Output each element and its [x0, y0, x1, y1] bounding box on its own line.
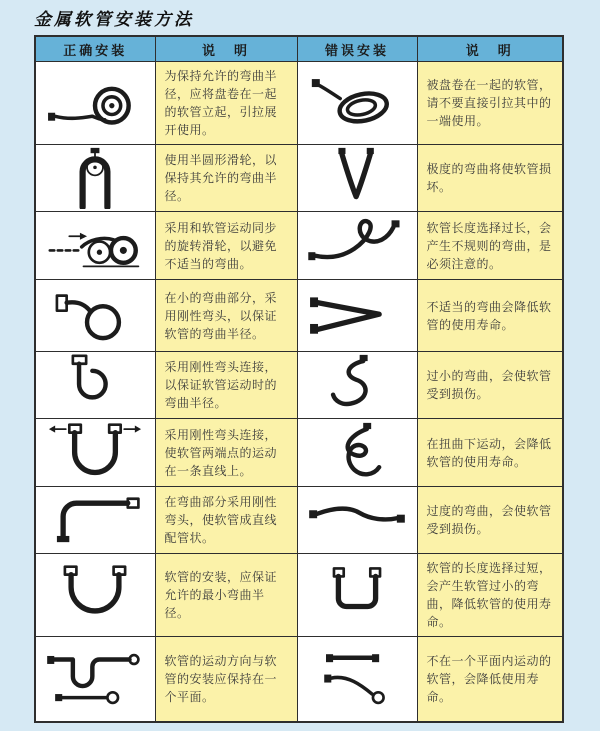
correct-description: 软管的安装，应保证允许的最小弯曲半径。	[155, 554, 297, 637]
correct-image-cell	[35, 487, 155, 554]
coil-pulled-hose-icon	[300, 72, 415, 134]
wrong-description: 软管的长度选择过短，会产生软管过小的弯曲，降低软管的使用寿命。	[417, 554, 563, 637]
rigid-elbow-loop-icon	[38, 285, 153, 347]
header-row	[35, 36, 563, 62]
table-row	[35, 419, 563, 487]
coil-extended-hose-icon	[38, 72, 153, 134]
page-title: 金属软管安装方法	[34, 10, 194, 30]
correct-description: 软管的运动方向与软管的安装应保持在一个平面。	[155, 637, 297, 722]
wide-u-hose-icon	[38, 564, 153, 626]
table-header	[35, 36, 563, 62]
wrong-image-cell	[297, 280, 417, 352]
correct-description: 采用刚性弯头连接，使软管两端点的运动在一条直线上。	[155, 419, 297, 487]
correct-description: 采用刚性弯头连接，以保证软管运动时的弯曲半径。	[155, 352, 297, 419]
header-wrong-install: 错误安装	[297, 36, 417, 62]
wrong-description: 过度的弯曲，会使软管受到损伤。	[417, 487, 563, 554]
correct-image-cell	[35, 62, 155, 145]
table-row	[35, 145, 563, 212]
correct-description: 在弯曲部分采用刚性弯头，使软管成直线配管状。	[155, 487, 297, 554]
correct-description: 为保持允许的弯曲半径，应将盘卷在一起的软管立起，引拉展开使用。	[155, 62, 297, 145]
wrong-image-cell	[297, 554, 417, 637]
wrong-image-cell	[297, 145, 417, 212]
correct-image-cell	[35, 352, 155, 419]
correct-image-cell	[35, 554, 155, 637]
table-row	[35, 212, 563, 280]
table-row	[35, 62, 563, 145]
table-row	[35, 637, 563, 722]
in-plane-route-hose-icon	[38, 648, 153, 710]
off-plane-hoses-icon	[300, 648, 415, 710]
improper-v-bend-icon	[300, 285, 415, 347]
correct-description: 使用半圆形滑轮，以保持其允许的弯曲半径。	[155, 145, 297, 212]
wrong-description: 被盘卷在一起的软管，请不要直接引拉其中的一端使用。	[417, 62, 563, 145]
wrong-image-cell	[297, 62, 417, 145]
u-shape-elbows-icon	[38, 422, 153, 484]
table-row	[35, 554, 563, 637]
correct-image-cell	[35, 419, 155, 487]
table-row	[35, 352, 563, 419]
wrong-image-cell	[297, 487, 417, 554]
wrong-description: 过小的弯曲，会使软管受到损伤。	[417, 352, 563, 419]
correct-image-cell	[35, 212, 155, 280]
wrong-image-cell	[297, 419, 417, 487]
wrong-description: 在扭曲下运动，会降低软管的使用寿命。	[417, 419, 563, 487]
wrong-description: 不在一个平面内运动的软管，会降低使用寿命。	[417, 637, 563, 722]
sharp-hanging-bend-icon	[300, 147, 415, 209]
wrong-image-cell	[297, 637, 417, 722]
over-bend-hose-icon	[300, 489, 415, 551]
l-shape-rigid-pipe-icon	[38, 489, 153, 551]
installation-methods-table	[34, 35, 564, 723]
rotating-pulley-hose-icon	[38, 215, 153, 277]
header-correct-install: 正确安装	[35, 36, 155, 62]
correct-description: 采用和软管运动同步的旋转滑轮，以避免不适当的弯曲。	[155, 212, 297, 280]
correct-image-cell	[35, 280, 155, 352]
wrong-image-cell	[297, 212, 417, 280]
correct-image-cell	[35, 145, 155, 212]
elbow-circle-hose-icon	[38, 354, 153, 416]
correct-description: 在小的弯曲部分，采用刚性弯头，以保证软管的弯曲半径。	[155, 280, 297, 352]
short-u-hose-icon	[300, 564, 415, 626]
wrong-description: 不适当的弯曲会降低软管的使用寿命。	[417, 280, 563, 352]
twisted-hook-hose-icon	[300, 422, 415, 484]
wrong-description: 软管长度选择过长，会产生不规则的弯曲，是必须注意的。	[417, 212, 563, 280]
table-row	[35, 280, 563, 352]
irregular-loop-hose-icon	[300, 215, 415, 277]
correct-image-cell	[35, 637, 155, 722]
header-wrong-description: 说 明	[417, 36, 563, 62]
table-row	[35, 487, 563, 554]
header-correct-description: 说 明	[155, 36, 297, 62]
wrong-image-cell	[297, 352, 417, 419]
semicircular-pulley-hose-icon	[38, 147, 153, 209]
wrong-description: 极度的弯曲将使软管损坏。	[417, 145, 563, 212]
table-body	[35, 62, 563, 722]
small-hook-bend-icon	[300, 354, 415, 416]
